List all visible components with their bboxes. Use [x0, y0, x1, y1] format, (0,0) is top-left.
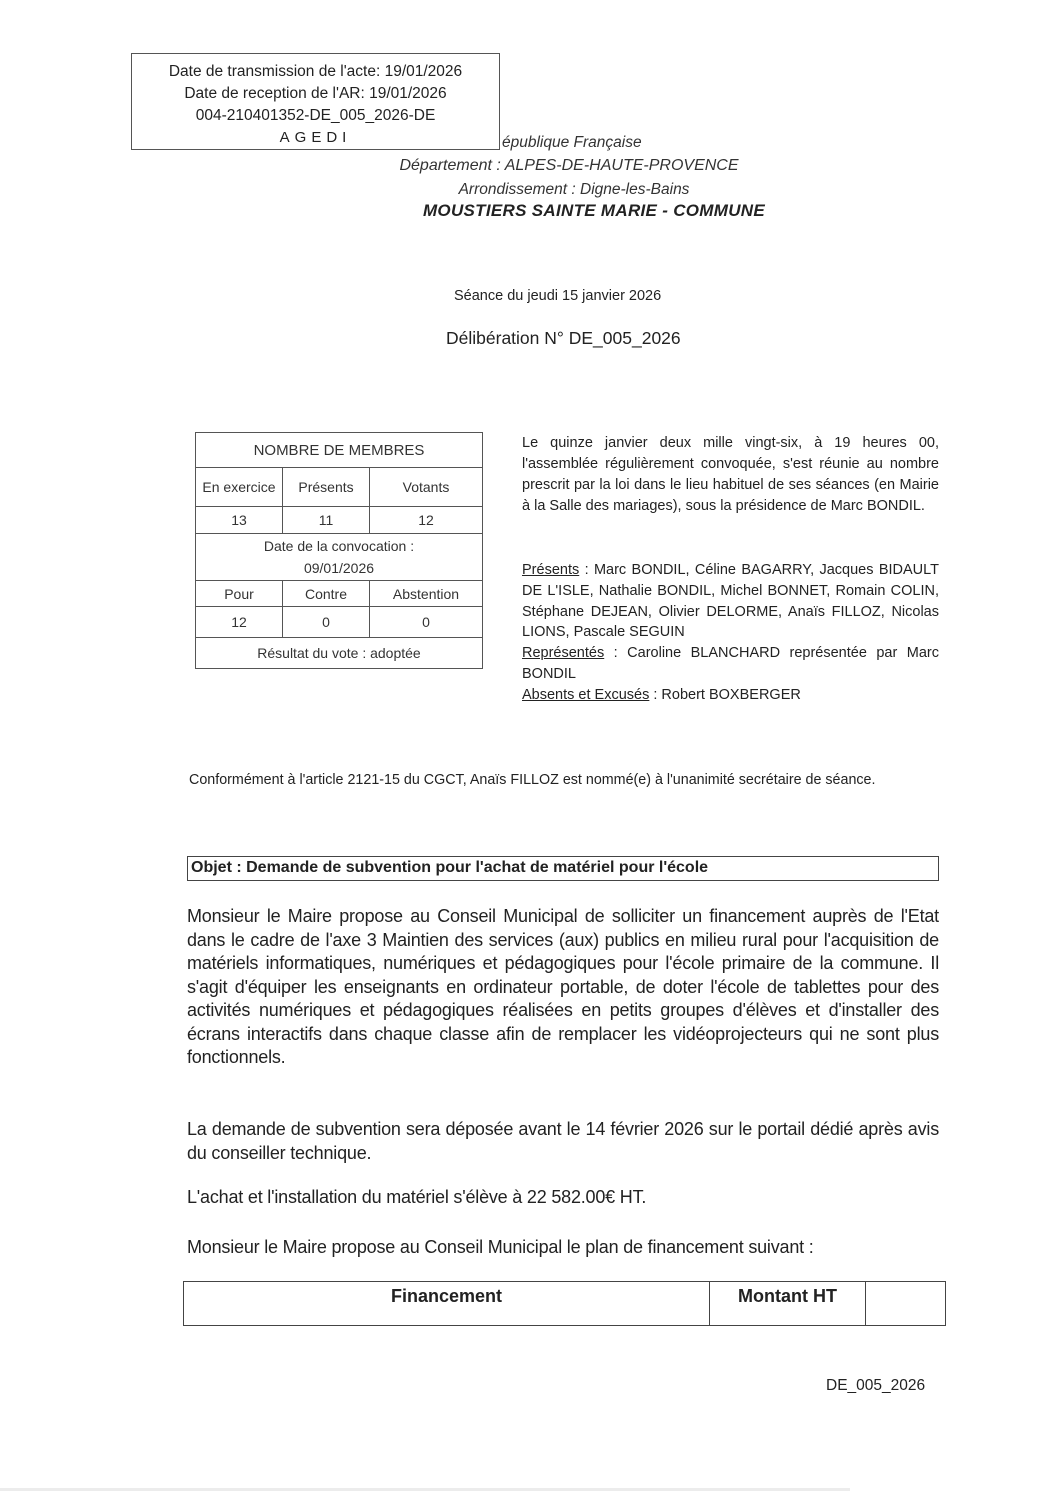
republique-label: épublique Française	[502, 134, 642, 151]
presents-label: Présents	[522, 562, 580, 578]
financing-table	[183, 1281, 946, 1326]
value-presents: 11	[283, 507, 370, 534]
convocation-cell	[196, 534, 483, 581]
convocation-label: Date de la convocation :	[263, 538, 415, 554]
absents-list: : Robert BOXBERGER	[649, 686, 801, 703]
commune-title: MOUSTIERS SAINTE MARIE - COMMUNE	[422, 201, 766, 220]
body-paragraph-1: Monsieur le Maire propose au Conseil Municipal de solliciter un financement auprès de l'Etat dans le cadre de l'axe 3 Maintien des services (aux) publics en milieu rural pour l'acquisition de matériels informatiques, numériques et pédagogiques pour l'école primaire de la commune. Il s'agit d'équiper les enseignants en ordinateur portable, de doter l'école de tablettes pour des activités numériques et pédagogiques réalisées en petits groupes d'élèves et d'installer des écrans interactifs dans chaque classe afin de remplacer les vidéoprojecteurs qui ne sont plus fonctionnels.	[187, 906, 939, 1067]
presents-line	[522, 560, 939, 643]
body-paragraph-3: L'achat et l'installation du matériel s'élève à 22 582.00€ HT.	[187, 1187, 647, 1207]
absents-line	[522, 685, 939, 706]
header-empty	[866, 1282, 946, 1326]
header-contre: Contre	[283, 581, 370, 607]
reception-date: Date de reception de l'AR: 19/01/2026	[184, 85, 447, 102]
session-intro: Le quinze janvier deux mille vingt-six, à 19 heures 00, l'assemblée régulièrement convoquée, s'est réunie au nombre prescrit par la loi dans le lieu habituel de ses séances (en Mairie à la Salle des mariages), sous la présidence de Marc BONDIL.	[522, 435, 939, 514]
value-pour: 12	[196, 607, 283, 638]
departement-label: Département : ALPES-DE-HAUTE-PROVENCE	[399, 157, 739, 174]
members-table	[195, 432, 483, 669]
page-footer-reference: DE_005_2026	[826, 1377, 926, 1394]
members-table-title: NOMBRE DE MEMBRES	[196, 433, 483, 468]
scan-edge-divider	[0, 1488, 850, 1491]
header-votants: Votants	[370, 468, 483, 507]
attendance-block	[522, 560, 939, 706]
subject-box: Objet : Demande de subvention pour l'achat de matériel pour l'école	[187, 856, 939, 881]
deliberation-number: Délibération N° DE_005_2026	[446, 328, 681, 348]
convocation-date: 09/01/2026	[303, 560, 375, 576]
header-montant-ht: Montant HT	[710, 1282, 866, 1326]
value-contre: 0	[283, 607, 370, 638]
transmission-stamp	[131, 53, 500, 150]
value-votants: 12	[370, 507, 483, 534]
value-abstention: 0	[370, 607, 483, 638]
seance-date: Séance du jeudi 15 janvier 2026	[454, 288, 662, 304]
transmission-date: Date de transmission de l'acte: 19/01/2026	[168, 63, 463, 80]
header-pour: Pour	[196, 581, 283, 607]
vote-result: Résultat du vote : adoptée	[196, 638, 483, 669]
representes-line	[522, 643, 939, 685]
header-financement: Financement	[184, 1282, 710, 1326]
act-reference: 004-210401352-DE_005_2026-DE	[195, 107, 436, 124]
header-abstention: Abstention	[370, 581, 483, 607]
arrondissement-label: Arrondissement : Digne-les-Bains	[458, 181, 690, 198]
absents-label: Absents et Excusés	[522, 686, 650, 703]
representes-label: Représentés	[522, 645, 605, 662]
value-en-exercice: 13	[196, 507, 283, 534]
header-en-exercice: En exercice	[196, 468, 283, 507]
body-paragraph-4: Monsieur le Maire propose au Conseil Municipal le plan de financement suivant :	[187, 1237, 814, 1257]
representes-list: : Caroline BLANCHARD représentée par Marc BONDIL	[522, 645, 939, 682]
body-paragraph-2: La demande de subvention sera déposée avant le 14 février 2026 sur le portail dédié après avis du conseiller technique.	[187, 1119, 939, 1163]
header-presents: Présents	[283, 468, 370, 507]
agency-name: AGEDI	[279, 129, 352, 146]
presents-list: : Marc BONDIL, Céline BAGARRY, Jacques BIDAULT DE L'ISLE, Nathalie BONDIL, Michel BONNET, Romain COLIN, Stéphane DEJEAN, Olivier DELORME, Anaïs FILLOZ, Nicolas LIONS, Pascale SEGUIN	[522, 562, 939, 641]
secretary-designation: Conformément à l'article 2121-15 du CGCT, Anaïs FILLOZ est nommé(e) à l'unanimité secrétaire de séance.	[189, 772, 876, 788]
